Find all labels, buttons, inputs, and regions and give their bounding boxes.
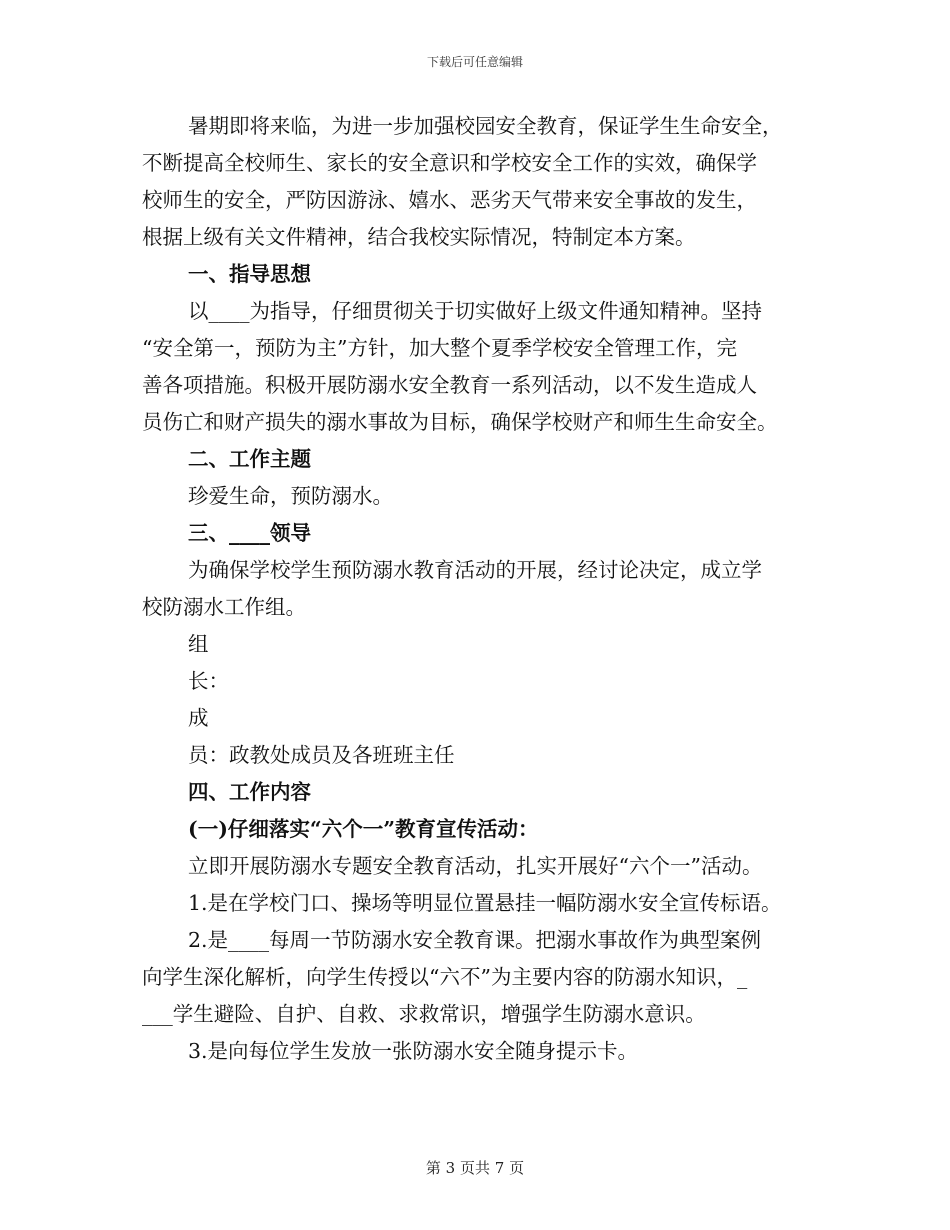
paragraph-line: 善各项措施。积极开展防溺水安全教育一系列活动，以不发生造成人	[142, 373, 757, 397]
document-body	[142, 108, 810, 1070]
paragraph-line: 员伤亡和财产损失的溺水事故为目标，确保学校财产和师生生命安全。	[142, 410, 778, 434]
paragraph-line: 根据上级有关文件精神，结合我校实际情况，特制定本方案。	[142, 225, 696, 249]
paragraph-line: 以____为指导，仔细贯彻关于切实做好上级文件通知精神。坚持	[188, 299, 762, 323]
paragraph-line: 向学生深化解析，向学生传授以“六不”为主要内容的防溺水知识，_	[142, 965, 748, 989]
paragraph-line: “安全第一，预防为主”方针，加大整个夏季学校安全管理工作，完	[142, 336, 737, 360]
paragraph-line: 成	[188, 706, 209, 730]
section-heading: 一、指导思想	[188, 262, 311, 286]
paragraph-line: 3.是向每位学生发放一张防溺水安全随身提示卡。	[188, 1039, 639, 1063]
paragraph-line: 1.是在学校门口、操场等明显位置悬挂一幅防溺水安全宣传标语。	[188, 891, 782, 915]
paragraph-line: 2.是____每周一节防溺水安全教育课。把溺水事故作为典型案例	[188, 928, 762, 952]
paragraph-line: 珍爱生命，预防溺水。	[188, 484, 393, 508]
paragraph-line: 暑期即将来临，为进一步加强校园安全教育，保证学生生命安全，	[188, 114, 783, 138]
page-header: 下载后可任意编辑	[426, 55, 523, 69]
paragraph-line: 校师生的安全，严防因游泳、嬉水、恶劣天气带来安全事故的发生，	[142, 188, 757, 212]
paragraph-line: 长：	[188, 669, 229, 693]
section-heading: 四、工作内容	[188, 780, 311, 804]
paragraph-line: ___学生避险、自护、自救、求救常识，增强学生防溺水意识。	[142, 1002, 706, 1026]
page-footer: 第 3 页共 7 页	[425, 1159, 525, 1177]
section-heading: (一)仔细落实“六个一”教育宣传活动：	[188, 817, 539, 841]
paragraph-line: 不断提高全校师生、家长的安全意识和学校安全工作的实效，确保学	[142, 151, 757, 175]
section-heading: 三、____领导	[188, 521, 311, 545]
paragraph-line: 校防溺水工作组。	[142, 595, 306, 619]
paragraph-line: 组	[188, 632, 209, 656]
paragraph-line: 为确保学校学生预防溺水教育活动的开展，经讨论决定，成立学	[188, 558, 762, 582]
paragraph-line: 员：政教处成员及各班班主任	[188, 743, 455, 767]
paragraph-line: 立即开展防溺水专题安全教育活动，扎实开展好“六个一”活动。	[188, 854, 763, 878]
section-heading: 二、工作主题	[188, 447, 311, 471]
